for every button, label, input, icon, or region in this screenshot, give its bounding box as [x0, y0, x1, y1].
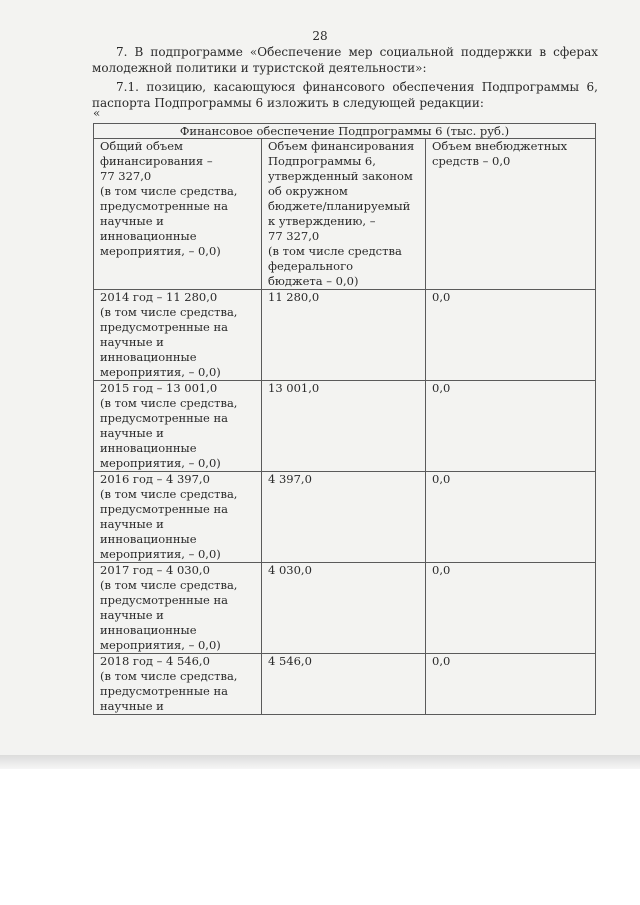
- cell-year-regional: 4 546,0: [262, 654, 426, 715]
- table-row: [94, 472, 596, 563]
- table-row: [94, 290, 596, 381]
- cell-year-extra: 0,0: [426, 563, 596, 654]
- cell-year-total: 2015 год – 13 001,0 (в том числе средства, предусмотренные на научные и инновационные мероприятия, – 0,0): [94, 381, 262, 472]
- cell-year-total: 2016 год – 4 397,0 (в том числе средства, предусмотренные на научные и инновационные мероприятия, – 0,0): [94, 472, 262, 563]
- cell-year-extra: 0,0: [426, 381, 596, 472]
- table-row: [94, 563, 596, 654]
- table-row: [94, 654, 596, 715]
- paragraph-7-1-text: 7.1. позицию, касающуюся финансового обеспечения Подпрограммы 6, паспорта Подпрограммы 6 изложить в следующей редакции:: [92, 80, 598, 110]
- paragraph-7-1: [92, 79, 598, 111]
- cell-regional-budget: Объем финансирования Подпрограммы 6, утвержденный законом об окружном бюджете/планируемый к утверждению, – 77 327,0 (в том числе средства федерального бюджета – 0,0): [262, 139, 426, 290]
- cell-year-total: 2018 год – 4 546,0 (в том числе средства, предусмотренные на научные и: [94, 654, 262, 715]
- cell-total-financing: Общий объем финансирования – 77 327,0 (в том числе средства, предусмотренные на научные и инновационные мероприятия, – 0,0): [94, 139, 262, 290]
- open-quote: «: [93, 106, 101, 120]
- page-number: 28: [312, 29, 328, 43]
- cell-year-regional: 11 280,0: [262, 290, 426, 381]
- cell-year-regional: 4 030,0: [262, 563, 426, 654]
- cell-year-regional: 13 001,0: [262, 381, 426, 472]
- cell-year-total: 2014 год – 11 280,0 (в том числе средства, предусмотренные на научные и инновационные мероприятия, – 0,0): [94, 290, 262, 381]
- cell-extrabudgetary: Объем внебюджетных средств – 0,0: [426, 139, 596, 290]
- table-title: Финансовое обеспечение Подпрограммы 6 (тыс. руб.): [94, 124, 596, 139]
- financing-table: [93, 123, 596, 715]
- table-title-row: [94, 124, 596, 139]
- paragraph-7: [92, 44, 598, 76]
- page-bottom-edge: [0, 755, 640, 769]
- cell-year-extra: 0,0: [426, 472, 596, 563]
- cell-year-regional: 4 397,0: [262, 472, 426, 563]
- table-row: [94, 381, 596, 472]
- cell-year-extra: 0,0: [426, 654, 596, 715]
- cell-year-extra: 0,0: [426, 290, 596, 381]
- paragraph-7-text: 7. В подпрограмме «Обеспечение мер социальной поддержки в сферах молодежной политики и туристской деятельности»:: [92, 45, 598, 75]
- cell-year-total: 2017 год – 4 030,0 (в том числе средства, предусмотренные на научные и инновационные мероприятия, – 0,0): [94, 563, 262, 654]
- table-header-row: [94, 139, 596, 290]
